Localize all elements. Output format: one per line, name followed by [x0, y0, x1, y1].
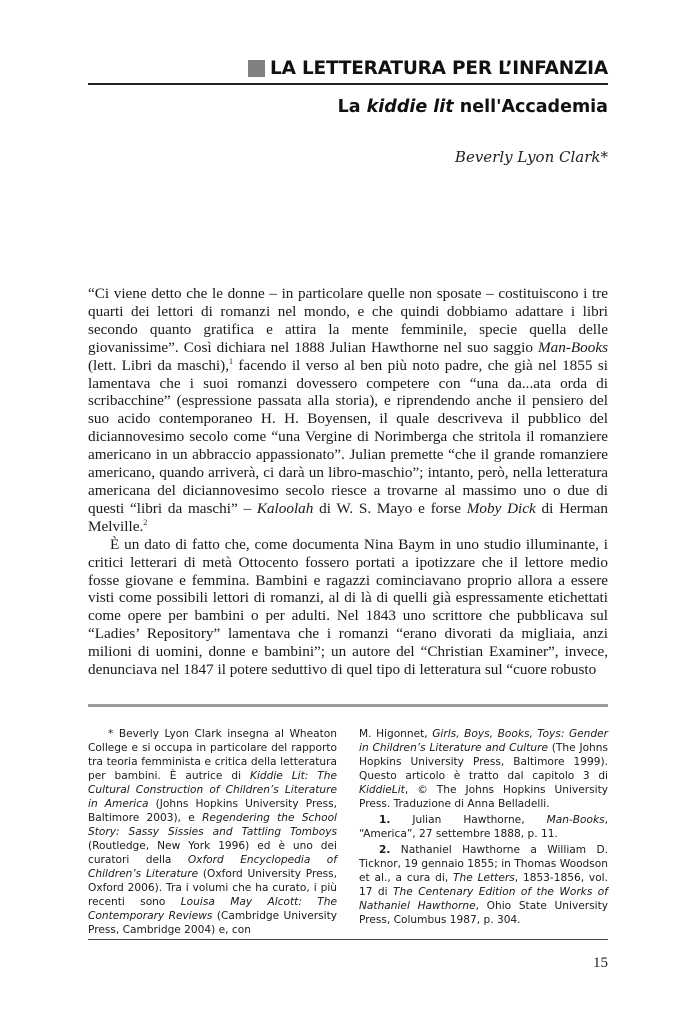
footnote-ref-1[interactable]: 1 — [229, 356, 233, 366]
article-title-italic: kiddie lit — [366, 97, 454, 117]
footnotes-column-left — [88, 727, 337, 937]
page-number: 15 — [593, 955, 608, 971]
footnotes-column-right — [359, 727, 608, 937]
section-title: LA LETTERATURA PER L’INFANZIA — [270, 57, 608, 79]
article-title-post: nell'Accademia — [453, 97, 608, 117]
header-rule — [88, 83, 608, 85]
footnote-ref-2[interactable]: 2 — [143, 517, 148, 527]
section-marker-square — [248, 60, 265, 77]
author-name: Beverly Lyon Clark* — [454, 148, 608, 166]
footnotes — [88, 727, 608, 937]
article-body — [88, 285, 608, 679]
article-title — [338, 97, 608, 117]
section-header — [268, 56, 608, 80]
paragraph-2: È un dato di fatto che, come documenta Nina Baym in uno studio illuminante, i critici letterari di metà Ottocento fossero portati a ipotizzare che il lettore medio fosse giovane e femmina. Bambini e ragazzi cominciavano proprio allora a essere visti come possibili lettori di romanzi, al di là di quelli già espressamente etichettati come opere per bambini o per adulti. Nel 1843 uno scrittore che pubblicava sul “Ladies’ Repository” lamentava che i romanzi “erano divorati da migliaia, anzi milioni di uomini, donne e bambini”; un autore del “Christian Examiner”, invece, denunciava nel 1847 il potere seduttivo di quel tipo di letteratura sul “cuore robusto — [88, 535, 608, 679]
footnote-2: 2. Nathaniel Hawthorne a William D. Ticknor, 19 gennaio 1855; in Thomas Woodson et al., a cura di, The Letters, 1853-1856, vol. 17 di The Centenary Edition of the Works of Nathaniel Hawthorne, Ohio State University Press, Columbus 1987, p. 304. — [359, 844, 608, 926]
footnotes-separator — [88, 704, 608, 707]
footnote-author-continued: M. Higonnet, Girls, Boys, Books, Toys: Gender in Children’s Literature and Culture (The Johns Hopkins University Press, Baltimore 1999). Questo articolo è tratto dal capitolo 3 di KiddieLit, © The Johns Hopkins University Press. Traduzione di Anna Belladelli. — [359, 728, 608, 810]
footnote-1: 1. Julian Hawthorne, Man-Books, “America”, 27 settembre 1888, p. 11. — [359, 814, 608, 840]
article-title-pre: La — [337, 97, 367, 117]
footer-rule — [88, 939, 608, 940]
footnote-author: * Beverly Lyon Clark insegna al Wheaton College e si occupa in particolare del rapporto tra teoria femminista e critica della letteratura per bambini. È autrice di Kiddie Lit: The Cultural Construction of Children’s Literature in America (Johns Hopkins University Press, Baltimore 2003), e Regendering the School Story: Sassy Sissies and Tattling Tomboys (Routledge, New York 1996) ed è uno dei curatori della Oxford Encyclopedia of Children’s Literature (Oxford University Press, Oxford 2006). Tra i volumi che ha curato, i più recenti sono Louisa May Alcott: The Contemporary Reviews (Cambridge University Press, Cambridge 2004) e, con — [88, 728, 338, 936]
paragraph-1: “Ci viene detto che le donne – in particolare quelle non sposate – costituiscono i tre quarti dei lettori di romanzi nel mondo, e che quindi dobbiamo adattare i libri secondo quanto gratifica e attira la mente femminile, specie quella delle giovanissime”. Così dichiara nel 1888 Julian Hawthorne nel suo saggio Man-Books (lett. Libri da maschi),$^1$ facendo il verso al ben più noto padre, che già nel 1855 si lamentava che i suoi romanzi dovessero competere con “una da...ata orda di scribacchine” (espressione passata alla storia), e riprendendo anche il pensiero del suo acido contemporaneo H. H. Boyensen, il quale descriveva il pubblico del diciannovesimo secolo come “una Vergine di Norimberga che stritola il romanziere americano in un abbraccio appassionato”. Julian premette “che il grande romanziere americano, quando arriverà, ci darà un libro-maschio”; intanto, però, nella letteratura americana del diciannovesimo secolo riesce a trovarne al massimo uno o due di questi “libri da maschi” – Kaloolah di W. S. Mayo e forse Moby Dick di Herman Melville.$^2$ — [88, 285, 608, 535]
